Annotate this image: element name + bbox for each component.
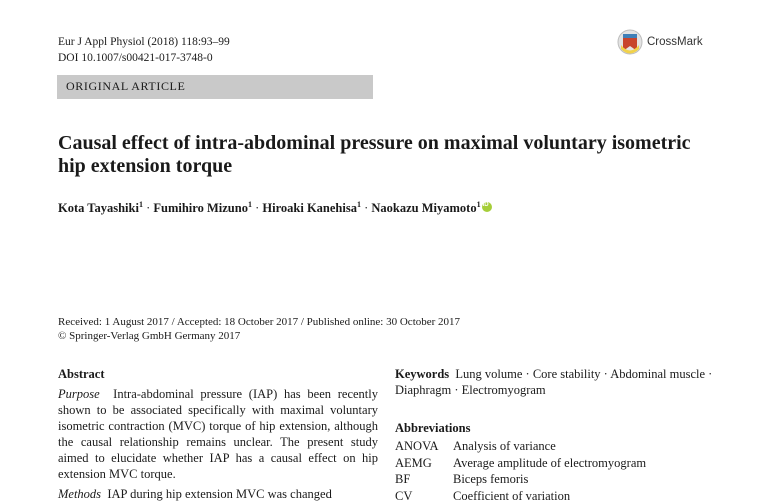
orcid-icon[interactable] — [482, 202, 492, 212]
abbr-code: AEMG — [395, 455, 453, 472]
purpose-label: Purpose — [58, 387, 100, 401]
table-row — [395, 438, 646, 455]
abbreviations-table — [395, 438, 646, 504]
crossmark-badge[interactable] — [617, 29, 717, 59]
publication-dates — [58, 315, 460, 343]
table-row — [395, 455, 646, 472]
abbreviations-heading: Abbreviations — [395, 420, 715, 436]
abbr-desc: Biceps femoris — [453, 471, 646, 488]
keywords-text: Lung volume · Core stability · Abdominal muscle · Diaphragm · Electromyogram — [395, 367, 712, 397]
methods-text: IAP during hip extension MVC was changed — [107, 487, 332, 501]
abstract-heading: Abstract — [58, 366, 378, 382]
author-separator: · — [143, 201, 153, 215]
article-type-banner — [57, 75, 373, 99]
journal-citation: Eur J Appl Physiol (2018) 118:93–99 — [58, 34, 230, 50]
affiliation-marker: 1 — [357, 200, 361, 209]
author-name[interactable]: Kota Tayashiki — [58, 201, 139, 215]
author-name[interactable]: Hiroaki Kanehisa — [262, 201, 357, 215]
keywords-label: Keywords — [395, 367, 449, 381]
copyright-line: © Springer-Verlag GmbH Germany 2017 — [58, 329, 460, 343]
keywords-block — [395, 366, 715, 398]
paper-title: Causal effect of intra-abdominal pressure on maximal voluntary isometric hip extension torque — [58, 132, 698, 178]
author-separator: · — [252, 201, 262, 215]
abbr-desc: Analysis of variance — [453, 438, 646, 455]
keywords-section — [395, 366, 715, 504]
methods-label: Methods — [58, 487, 101, 501]
crossmark-icon — [617, 29, 643, 57]
purpose-text: Intra-abdominal pressure (IAP) has been recently shown to be associated specifically with maximal voluntary isometric contraction (MVC) torque of hip extension, although the causal relationship remains unclear. The present study aimed to elucidate whether IAP has a causal effect on hip extension MVC torque. — [58, 387, 378, 481]
journal-doi[interactable]: DOI 10.1007/s00421-017-3748-0 — [58, 50, 230, 66]
author-list — [58, 200, 492, 216]
dates-line: Received: 1 August 2017 / Accepted: 18 October 2017 / Published online: 30 October 2017 — [58, 315, 460, 329]
abbr-code: ANOVA — [395, 438, 453, 455]
table-row — [395, 471, 646, 488]
abstract-methods — [58, 486, 378, 502]
abbr-desc: Coefficient of variation — [453, 488, 646, 504]
abstract-section — [58, 366, 378, 502]
author-separator: · — [361, 201, 371, 215]
affiliation-marker: 1 — [139, 200, 143, 209]
abbr-code: BF — [395, 471, 453, 488]
crossmark-label: CrossMark — [647, 36, 703, 48]
journal-header — [58, 34, 230, 66]
affiliation-marker: 1 — [248, 200, 252, 209]
article-type-label: ORIGINAL ARTICLE — [66, 79, 185, 94]
affiliation-marker: 1 — [477, 200, 481, 209]
abstract-purpose — [58, 386, 378, 482]
abbr-code: CV — [395, 488, 453, 504]
abbr-desc: Average amplitude of electromyogram — [453, 455, 646, 472]
author-name[interactable]: Naokazu Miyamoto — [371, 201, 476, 215]
author-name[interactable]: Fumihiro Mizuno — [153, 201, 248, 215]
